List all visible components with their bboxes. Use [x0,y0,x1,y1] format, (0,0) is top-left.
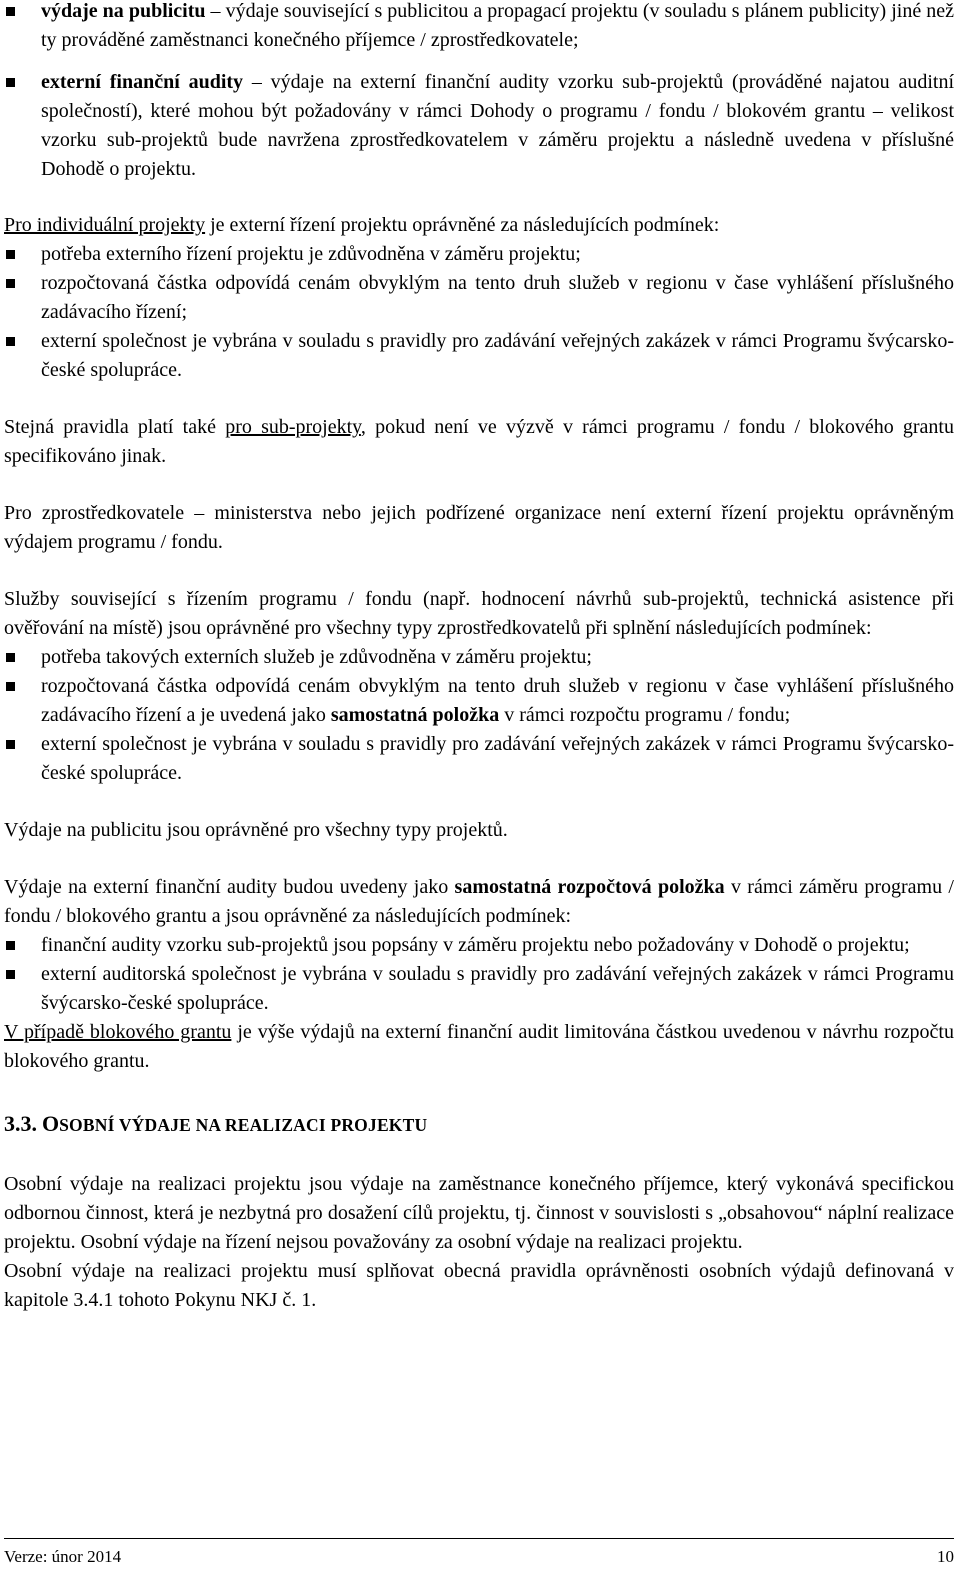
subprojects-paragraph [4,413,954,471]
individual-projects-lead-rest: je externí řízení projektu oprávněné za následujících podmínek: [205,214,720,236]
bullet-square-icon [6,941,15,950]
bullet-square-icon [6,682,15,691]
audits-after: v rámci záměru programu / fondu / blokového grantu a jsou oprávněné za následujících podmínek: [4,876,954,927]
list-item-text: finanční audity vzorku sub-projektů jsou popsány v záměru projektu nebo požadovány v Dohodě o projektu; [41,934,910,956]
subprojects-before: Stejná pravidla platí také [4,416,226,438]
audits-paragraph [4,873,954,931]
list-item-term: externí finanční audity [41,71,244,93]
block-grant-lead: V případě blokového grantu [4,1021,232,1043]
bullet-square-icon [6,279,15,288]
list-item-term: výdaje na publicitu [41,0,206,22]
section-heading [4,1109,954,1140]
top-list [4,0,954,184]
audits-before: Výdaje na externí finanční audity budou uvedeny jako [4,876,455,898]
subprojects-after: , pokud není ve výzvě v rámci programu / fondu / blokového grantu specifikováno jinak. [4,416,954,467]
list-item [4,240,954,269]
list-item-text: rozpočtovaná částka odpovídá cenám obvyklým na tento druh služeb v regionu v čase vyhlášení příslušného zadávacího řízení a je uvedená jako [41,675,954,726]
block-grant-paragraph [4,1018,954,1076]
intermediary-paragraph: Pro zprostředkovatele – ministerstva nebo jejich podřízené organizace není externí řízení projektu oprávněným výdajem programu / fondu. [4,502,954,553]
footer-divider [4,1538,954,1539]
list-item [4,0,954,55]
subprojects-underlined: pro sub-projekty [225,416,361,438]
list-item-bold: samostatná položka [330,704,500,726]
bullet-square-icon [6,78,15,87]
services-paragraph: Služby související s řízením programu / fondu (např. hodnocení návrhů sub-projektů, technická asistence při ověřování na místě) jsou oprávněné pro všechny typy zprostředkovatelů při splnění následujících podmínek: [4,588,954,639]
publicity-paragraph: Výdaje na publicitu jsou oprávněné pro všechny typy projektů. [4,819,508,841]
bullet-square-icon [6,970,15,979]
list-item [4,730,954,788]
list-item-text: potřeba takových externích služeb je zdůvodněna v záměru projektu; [41,646,592,668]
block-grant-rest: je výše výdajů na externí finanční audit limitována částkou uvedenou v návrhu rozpočtu blokového grantu. [4,1021,954,1072]
list-item-text: – výdaje související s publicitou a propagací projektu (v souladu s plánem publicity) jiné než ty prováděné zaměstnanci konečného příjemce / zprostředkovatele; [41,0,955,51]
list-item [4,269,954,327]
section-paragraph-1: Osobní výdaje na realizaci projektu jsou výdaje na zaměstnance konečného příjemce, který vykonává specifickou odbornou činnost, která je nezbytná pro dosažení cílů projektu, tj. činnost v souvislosti s „obsahovou“ náplní realizace projektu. Osobní výdaje na řízení nejsou považovány za osobní výdaje na realizaci projektu. [4,1173,954,1253]
list-item [4,68,954,184]
bullet-square-icon [6,740,15,749]
bullet-square-icon [6,653,15,662]
footer-version: Verze: únor 2014 [4,1547,122,1566]
list-item-text: potřeba externího řízení projektu je zdůvodněna v záměru projektu; [41,243,581,265]
bullet-square-icon [6,7,15,16]
list-item-text: externí společnost je vybrána v souladu s pravidly pro zadávání veřejných zakázek v rámci Programu švýcarsko-české spolupráce. [41,330,954,381]
bullet-square-icon [6,337,15,346]
list-item [4,931,954,960]
individual-projects-paragraph [4,211,954,240]
section-title-rest: SOBNÍ VÝDAJE NA REALIZACI PROJEKTU [59,1115,428,1135]
footer-page-number: 10 [937,1547,954,1566]
list-item-text: externí společnost je vybrána v souladu s pravidly pro zadávání veřejných zakázek v rámci Programu švýcarsko-české spolupráce. [41,733,954,784]
list-item [4,643,954,672]
bullet-square-icon [6,250,15,259]
audits-bold: samostatná rozpočtová položka [454,876,725,898]
individual-projects-lead: Pro individuální projekty [4,214,206,236]
list-item [4,672,954,730]
list-item [4,960,954,1018]
list-item-text: externí auditorská společnost je vybrána v souladu s pravidly pro zadávání veřejných zakázek v rámci Programu švýcarsko-české spolupráce. [41,963,954,1014]
list-item-text: – výdaje na externí finanční audity vzorku sub-projektů (prováděné najatou auditní společností), které mohou být požadovány v rámci Dohody o programu / fondu / blokovém grantu – velikost vzorku sub-projektů bude navržena zprostředkovatelem v záměru projektu a následně uvedena v příslušné Dohodě o projektu. [41,71,955,180]
section-paragraph-2: Osobní výdaje na realizaci projektu musí splňovat obecná pravidla oprávněnosti osobních výdajů definovaná v kapitole 3.4.1 tohoto Pokynu NKJ č. 1. [4,1260,954,1311]
section-title-first: O [42,1111,60,1136]
section-number: 3.3. [4,1111,37,1136]
document-page [4,0,954,1315]
list-item-text: rozpočtovaná částka odpovídá cenám obvyklým na tento druh služeb v regionu v čase vyhlášení příslušného zadávacího řízení; [41,272,954,323]
list-item-text-after: v rámci rozpočtu programu / fondu; [499,704,791,726]
list-item [4,327,954,385]
